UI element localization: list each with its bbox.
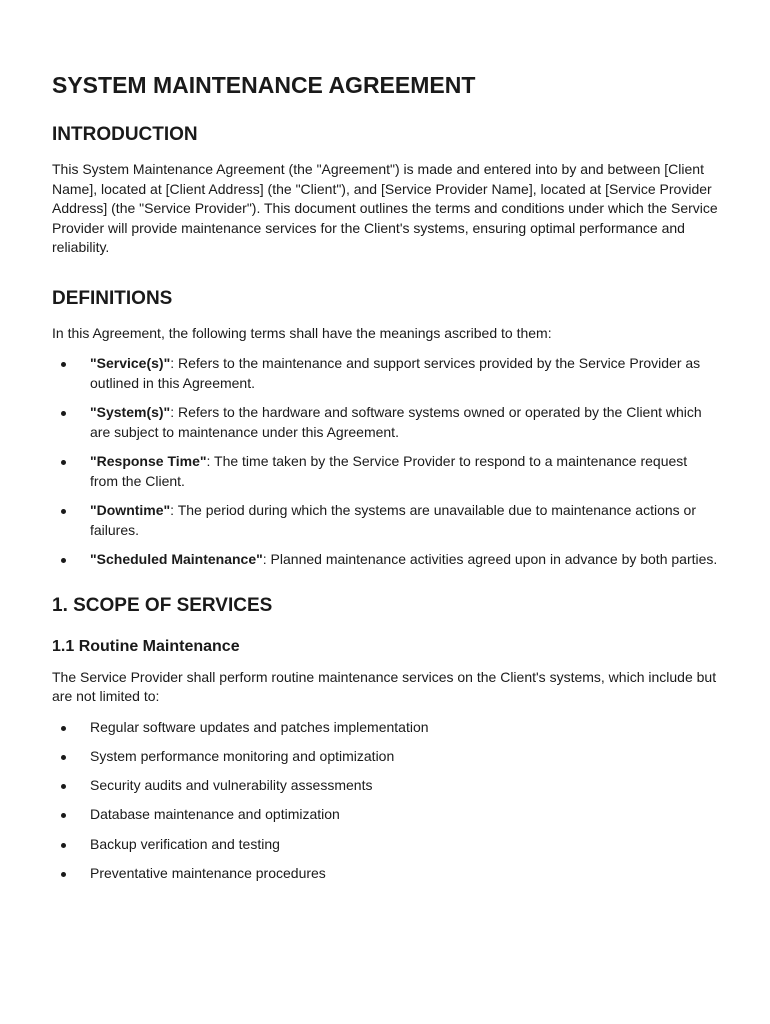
document-title: SYSTEM MAINTENANCE AGREEMENT — [52, 72, 476, 98]
bullet-icon — [61, 872, 66, 877]
definition-item — [52, 354, 718, 393]
list-item — [52, 864, 718, 884]
list-item-text: Preventative maintenance procedures — [90, 864, 326, 881]
bullet-icon — [61, 558, 66, 563]
list-item — [52, 776, 718, 796]
definition-text: : Planned maintenance activities agreed upon in advance by both parties. — [262, 551, 718, 567]
list-item-text: System performance monitoring and optimization — [90, 747, 395, 764]
routine-maintenance-list — [52, 718, 718, 884]
definition-item — [52, 452, 718, 491]
list-item — [52, 747, 718, 767]
bullet-icon — [61, 784, 66, 789]
bullet-icon — [61, 411, 66, 416]
bullet-icon — [61, 509, 66, 514]
definition-term: "Service(s)" — [90, 355, 171, 371]
introduction-heading: INTRODUCTION — [52, 124, 198, 145]
bullet-icon — [61, 813, 66, 818]
definitions-intro: In this Agreement, the following terms shall have the meanings ascribed to them: — [52, 324, 552, 341]
definition-text: : Refers to the maintenance and support services provided by the Service Provider as outlined in this Agreement. — [90, 355, 701, 391]
bullet-icon — [61, 362, 66, 367]
list-item — [52, 805, 718, 825]
list-item-text: Database maintenance and optimization — [90, 806, 340, 823]
list-item — [52, 718, 718, 738]
bullet-icon — [61, 755, 66, 760]
definition-item — [52, 403, 718, 442]
list-item-text: Security audits and vulnerability assessments — [90, 777, 373, 794]
bullet-icon — [61, 460, 66, 465]
definition-item — [52, 501, 718, 540]
definition-term: "Downtime" — [90, 502, 171, 518]
bullet-icon — [61, 726, 66, 731]
definition-term: "Scheduled Maintenance" — [90, 551, 263, 567]
routine-maintenance-heading: 1.1 Routine Maintenance — [52, 637, 240, 655]
list-item-text: Regular software updates and patches implementation — [90, 718, 429, 735]
routine-maintenance-intro: The Service Provider shall perform routine maintenance services on the Client's systems, which include but are not limited to: — [52, 668, 717, 704]
list-item — [52, 835, 718, 855]
definition-term: "System(s)" — [90, 404, 171, 420]
definitions-list — [52, 354, 718, 570]
definition-text: : The time taken by the Service Provider to respond to a maintenance request from the Client. — [90, 453, 688, 489]
scope-heading: 1. SCOPE OF SERVICES — [52, 594, 273, 616]
bullet-icon — [61, 843, 66, 848]
list-item-text: Backup verification and testing — [90, 835, 280, 852]
introduction-paragraph: This System Maintenance Agreement (the "Agreement") is made and entered into by and between [Client Name], located at [Client Address] (the "Client"), and [Service Provider Name], located at [Service Provider Address] (the "Service Provider"). This document outlines the terms and conditions under which the Service Provider will provide maintenance services for the Client's systems, ensuring optimal performance and reliability. — [52, 161, 718, 255]
definition-text: : The period during which the systems are unavailable due to maintenance actions or failures. — [90, 502, 696, 538]
definition-item — [52, 550, 718, 570]
definitions-heading: DEFINITIONS — [52, 287, 173, 309]
definition-text: : Refers to the hardware and software systems owned or operated by the Client which are subject to maintenance under this Agreement. — [90, 404, 702, 440]
definition-term: "Response Time" — [90, 453, 207, 469]
